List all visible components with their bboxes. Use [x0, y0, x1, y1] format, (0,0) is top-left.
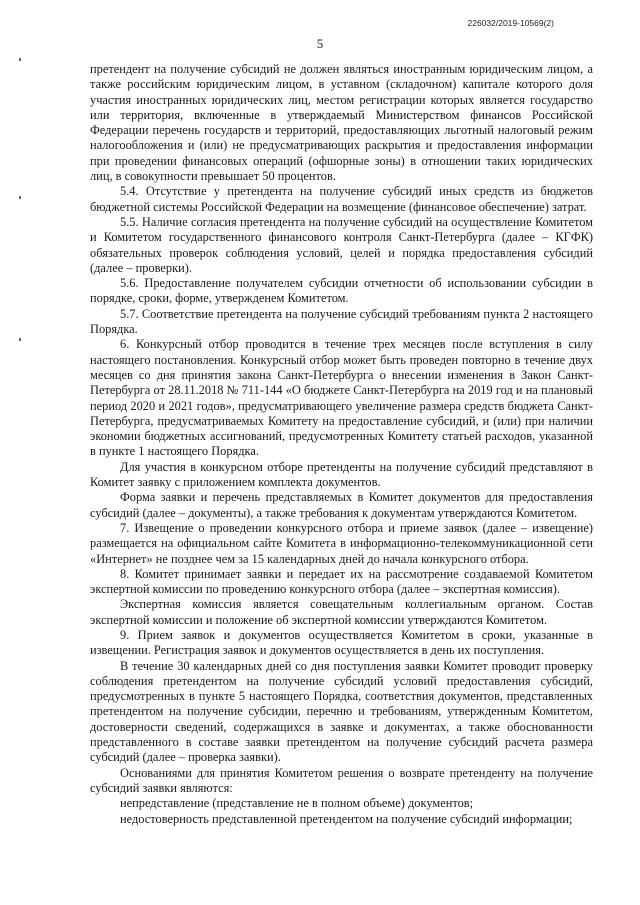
- paragraph-6: 6. Конкурсный отбор проводится в течение трех месяцев после вступления в силу настоящего постановления. Конкурсный отбор может быть проведен повторно в течение двух месяцев со дня принятия закона Санкт-Петербурга о внесении изменения в Закон Санкт-Петербурга от 28.11.2018 № 711-144 «О бюджете Санкт-Петербурга на 2019 год и на плановый период 2020 и 2021 годов», предусматривающего увеличение размера средств бюджета Санкт-Петербурга, предусматриваемых Комитету на предоставление субсидий, и (или) при наличии экономии бюджетных ассигнований, предусмотренных Комитету статьей расходов, указанной в пункте 1 настоящего Порядка.: [90, 337, 593, 459]
- margin-scan-mark: [19, 196, 21, 199]
- paragraph-9: 9. Прием заявок и документов осуществляется Комитетом в сроки, указанные в извещении. Регистрация заявок и документов осуществляется в день их поступления.: [90, 627, 593, 658]
- page-number: 5: [316, 36, 324, 51]
- paragraph-verification: В течение 30 календарных дней со дня поступления заявки Комитет проводит проверку соблюдения претендентом на получение субсидий условий предоставления субсидий, предусмотренных в пункте 5 настоящего Порядка, соответствия документов, представленных претендентом на получение субсидии, перечню и требованиям, утвержденным Комитетом, достоверности сведений, содержащихся в заявке и документах, а также обоснованности представленного в составе заявки претендентом на получение субсидий расчета размера субсидий (далее – проверка заявки).: [90, 658, 593, 765]
- paragraph-8: 8. Комитет принимает заявки и передает их на рассмотрение создаваемой Комитетом экспертной комиссии по проведению конкурсного отбора (далее – экспертная комиссия).: [90, 566, 593, 597]
- list-item-unreliable-info: недостоверность представленной претендентом на получение субсидий информации;: [120, 811, 573, 826]
- paragraph-5-6: 5.6. Предоставление получателем субсидии отчетности об использовании субсидии в порядке, сроки, форме, утвержденем Комитетом.: [90, 276, 593, 306]
- paragraph-5-5: 5.5. Наличие согласия претендента на получение субсидий на осуществление Комитетом и Комитетом государственного финансового контроля Санкт-Петербурга (далее – КГФК) обязательных проверок соблюдения условий, целей и порядка предоставления субсидий (далее – проверки).: [90, 214, 593, 275]
- margin-scan-mark: [19, 58, 21, 61]
- document-body: [90, 62, 593, 827]
- paragraph-5-4: 5.4. Отсутствие у претендента на получение субсидий иных средств из бюджетов бюджетной системы Российской Федерации на возмещение (финансовое обеспечение) затрат.: [90, 184, 593, 214]
- margin-scan-mark: [19, 338, 21, 341]
- paragraph-5-7: 5.7. Соответствие претендента на получение субсидий требованиям пункта 2 настоящего Порядка.: [90, 306, 593, 337]
- paragraph-7: 7. Извещение о проведении конкурсного отбора и приеме заявок (далее – извещение) размещается на официальном сайте Комитета в информационно-телекоммуникационной сети «Интернет» не позднее чем за 15 календарных дней до начала конкурсного отбора.: [90, 520, 593, 566]
- paragraph-application-form: Форма заявки и перечень представляемых в Комитет документов для предоставления субсидий (далее – документы), а также требования к документам утверждаются Комитетом.: [90, 490, 593, 520]
- paragraph-application: Для участия в конкурсном отборе претенденты на получение субсидий представляют в Комитет заявку с приложением комплекта документов.: [90, 459, 593, 490]
- list-item-non-submission: непредставление (представление не в полном объеме) документов;: [120, 796, 474, 811]
- paragraph-foreign-entity: претендент на получение субсидий не должен являться иностранным юридическим лицом, а также российским юридическим лицом, в уставном (складочном) капитале которого доля участия иностранных юридических лиц, местом регистрации которых является государство или территория, включенные в утверждаемый Министерством финансов Российской Федерации перечень государств и территорий, предоставляющих льготный налоговый режим налогообложения и (или) не предусматривающих раскрытия и предоставления информации при проведении финансовых операций (офшорные зоны) в отношении таких юридических лиц, в совокупности превышает 50 процентов.: [90, 62, 593, 184]
- document-registration-number: 226032/2019-10569(2): [467, 18, 554, 28]
- paragraph-expert-commission: Экспертная комиссия является совещательным коллегиальным органом. Состав экспертной комиссии и положение об экспертной комиссии утверждаются Комитетом.: [90, 597, 593, 627]
- paragraph-return-grounds: Основаниями для принятия Комитетом решения о возврате претенденту на получение субсидий заявки являются:: [90, 765, 593, 795]
